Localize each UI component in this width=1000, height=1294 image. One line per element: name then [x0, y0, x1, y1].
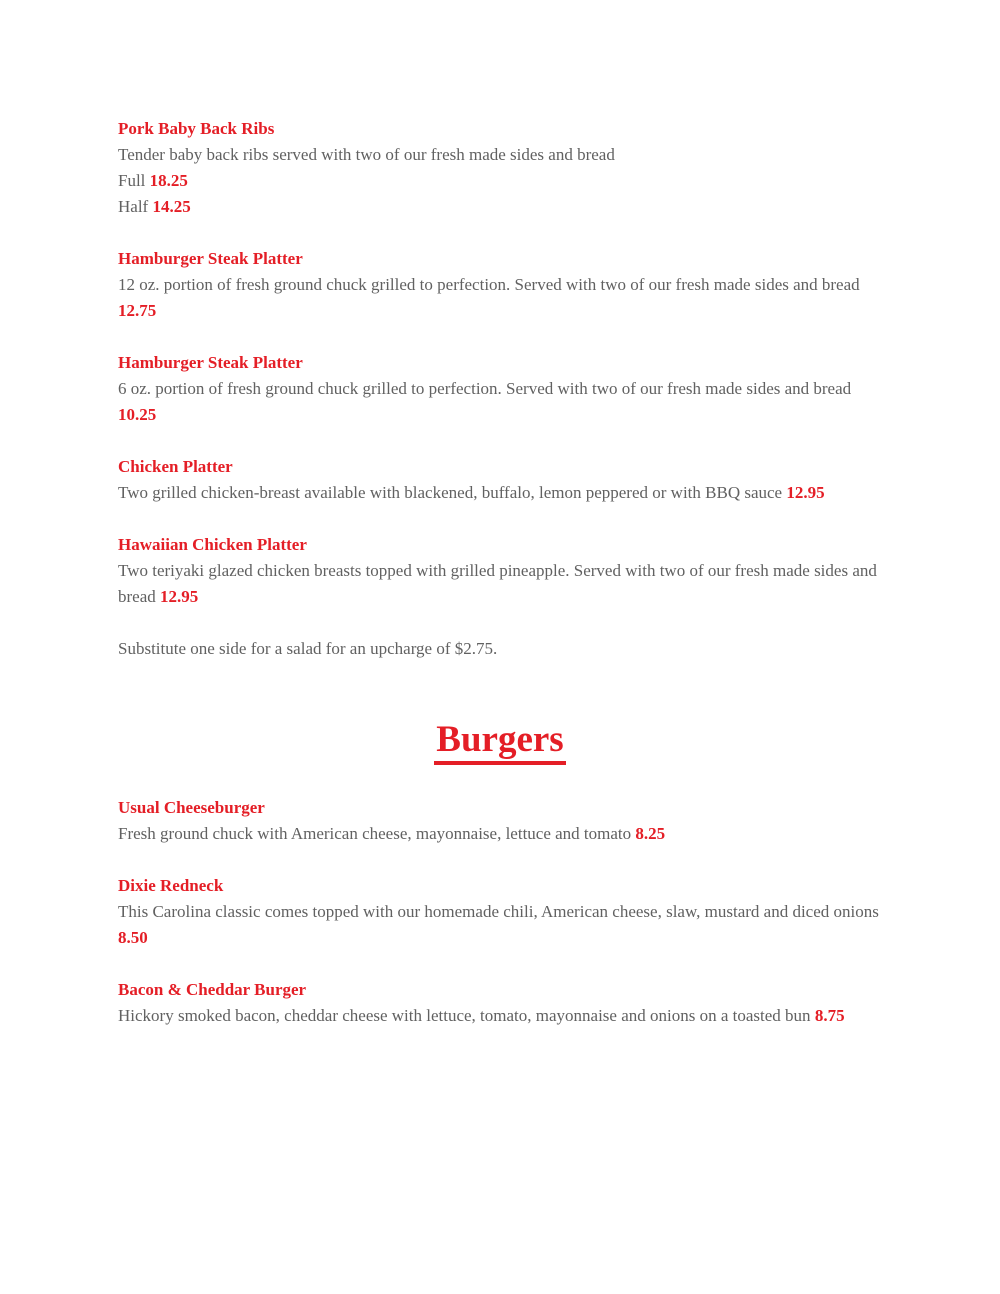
- burgers-section: [118, 795, 882, 1029]
- option-label: Half: [118, 197, 149, 216]
- description-text: Two grilled chicken-breast available with blackened, buffalo, lemon peppered or with BBQ sauce: [118, 483, 783, 502]
- item-price: 8.50: [118, 928, 148, 947]
- menu-item-hamburger-steak-platter-12oz: [118, 246, 882, 324]
- item-price: 12.75: [118, 301, 157, 320]
- description-text: This Carolina classic comes topped with our homemade chili, American cheese, slaw, mustard and diced onions: [118, 902, 879, 921]
- menu-item-dixie-redneck: [118, 873, 882, 951]
- item-price: 12.95: [160, 587, 199, 606]
- burgers-section-heading: [118, 718, 882, 765]
- menu-item-bacon-cheddar-burger: [118, 977, 882, 1029]
- item-description: [118, 1003, 882, 1029]
- option-label: Full: [118, 171, 146, 190]
- item-description: [118, 558, 882, 610]
- description-text: 12 oz. portion of fresh ground chuck grilled to perfection. Served with two of our fresh made sides and bread: [118, 275, 860, 294]
- item-description: [118, 376, 882, 428]
- description-text: Two teriyaki glazed chicken breasts topped with grilled pineapple. Served with two of our fresh made sides and bread: [118, 561, 877, 606]
- item-name: Bacon & Cheddar Burger: [118, 980, 307, 999]
- item-description: [118, 480, 882, 506]
- item-option-half: [118, 194, 882, 220]
- item-option-full: [118, 168, 882, 194]
- item-price: 18.25: [149, 171, 188, 190]
- item-name: Pork Baby Back Ribs: [118, 119, 275, 138]
- burgers-heading-text: Burgers: [434, 720, 565, 765]
- item-description: [118, 272, 882, 324]
- item-description: [118, 821, 882, 847]
- item-name: Hawaiian Chicken Platter: [118, 535, 307, 554]
- item-name: Hamburger Steak Platter: [118, 249, 303, 268]
- menu-item-pork-baby-back-ribs: [118, 116, 882, 220]
- description-text: Fresh ground chuck with American cheese, mayonnaise, lettuce and tomato: [118, 824, 632, 843]
- description-text: Hickory smoked bacon, cheddar cheese with lettuce, tomato, mayonnaise and onions on a toasted bun: [118, 1006, 811, 1025]
- menu-item-hawaiian-chicken-platter: [118, 532, 882, 610]
- menu-item-chicken-platter: [118, 454, 882, 506]
- item-price: 14.25: [152, 197, 191, 216]
- item-price: 10.25: [118, 405, 157, 424]
- item-name: Usual Cheeseburger: [118, 798, 265, 817]
- menu-item-usual-cheeseburger: [118, 795, 882, 847]
- item-price: 12.95: [786, 483, 825, 502]
- description-text: 6 oz. portion of fresh ground chuck grilled to perfection. Served with two of our fresh made sides and bread: [118, 379, 852, 398]
- item-description: [118, 899, 882, 951]
- menu-item-hamburger-steak-platter-6oz: [118, 350, 882, 428]
- item-name: Hamburger Steak Platter: [118, 353, 303, 372]
- platters-section: [118, 116, 882, 662]
- item-description: Tender baby back ribs served with two of our fresh made sides and bread: [118, 145, 615, 164]
- item-name: Dixie Redneck: [118, 876, 224, 895]
- item-price: 8.25: [635, 824, 666, 843]
- item-name: Chicken Platter: [118, 457, 233, 476]
- substitution-note: Substitute one side for a salad for an upcharge of $2.75.: [118, 639, 498, 658]
- item-price: 8.75: [814, 1006, 845, 1025]
